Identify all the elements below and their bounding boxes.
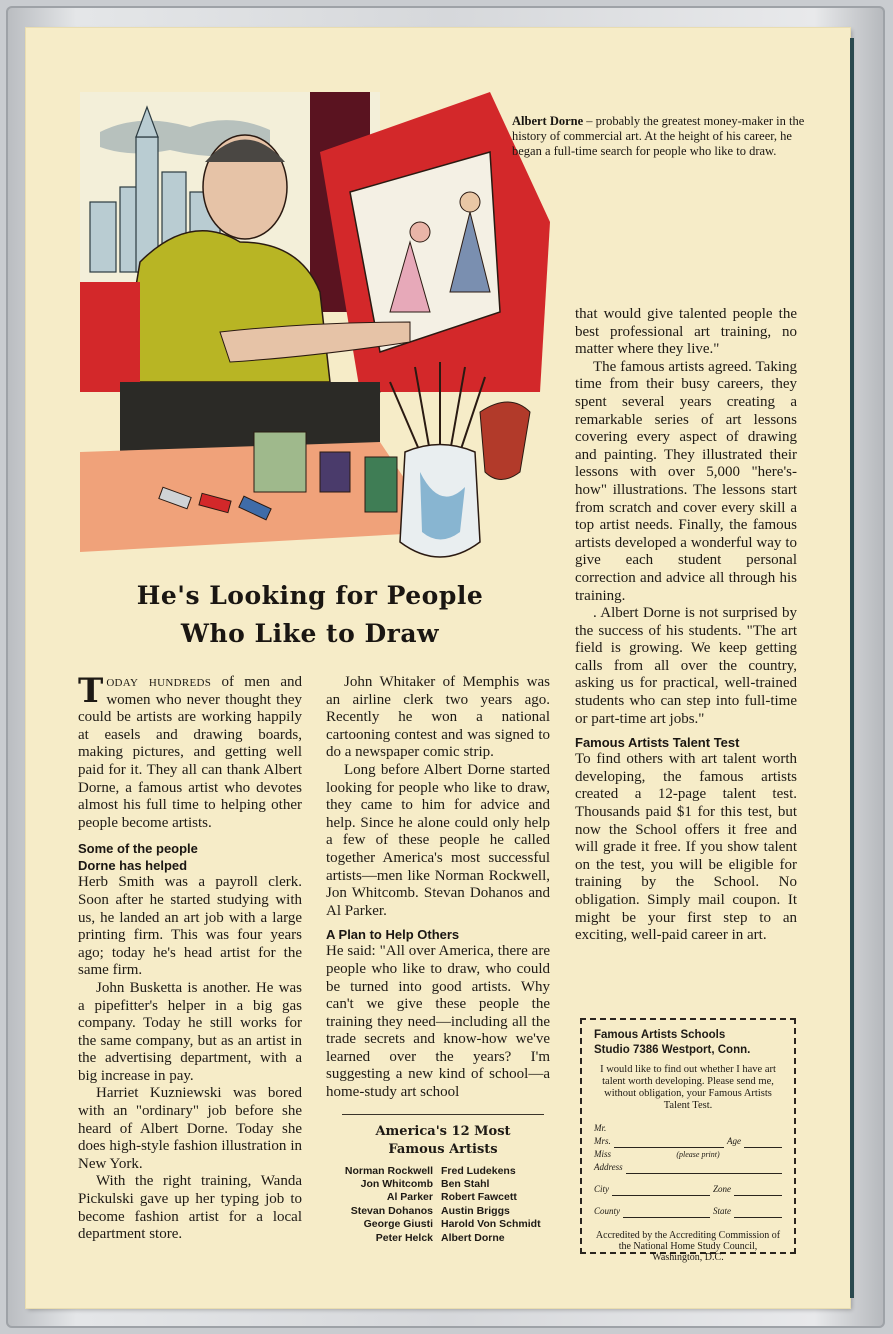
age-field[interactable]: [744, 1137, 782, 1148]
label-zone: Zone: [713, 1184, 731, 1194]
coupon-school-name: Famous Artists Schools: [594, 1029, 726, 1041]
headline: [80, 578, 540, 654]
headline-line-1: He's Looking for People: [136, 581, 484, 610]
label-age: Age: [727, 1136, 741, 1146]
label-mrs: Mrs.: [594, 1136, 611, 1146]
artist-name: Peter Helck: [375, 1231, 433, 1244]
name-row: [594, 1135, 782, 1148]
artist-name: George Giusti: [363, 1218, 433, 1231]
coupon-body: I would like to find out whether I have art talent worth developing. Please send me, without obligation, your Famous Artists Talent Test.: [600, 1064, 776, 1111]
paragraph-artists-agreed: The famous artists agreed. Taking time from their busy careers, they spent several years creating a remarkable series of art lessons covering every aspect of drawing and painting. They illustrated their lessons with over 5,000 "here's-how" illustrations. The lessons start from scratch and cover every skill a top artist needs. Finally, the famous artists developed a wonderful way to give each student personal correction and advice all through his training.: [575, 358, 797, 604]
address-field[interactable]: [626, 1163, 782, 1174]
subhead-plan: A Plan to Help Others: [326, 927, 460, 943]
label-mr: Mr.: [594, 1123, 607, 1133]
label-state: State: [713, 1206, 731, 1216]
paragraph-dorne-search: Long before Albert Dorne started looking for people who like to draw, they came to him for advice and help. Since he alone could only help a few of these people he called together America's most successful artists—men like Norman Rockwell, Jon Whitcomb. Stevan Dohanos and Al Parker.: [326, 761, 550, 919]
county-field[interactable]: [623, 1207, 710, 1218]
article-column-3: [575, 306, 797, 945]
artist-name: Ben Stahl: [441, 1178, 490, 1191]
artist-illustration: [80, 92, 560, 572]
artist-name: Harold Von Schmidt: [441, 1218, 541, 1231]
article-column-2: [326, 674, 550, 1245]
subhead-helped-1: Some of the people: [78, 841, 198, 857]
paragraph-busketta: John Busketta is another. He was a pipefitter's helper in a big gas company. Today he still works for the same company, but as an artist in the advertising department, with a big increase in pay.: [78, 979, 302, 1084]
artist-name: Albert Dorne: [441, 1231, 505, 1244]
artists-right-column: [441, 1165, 550, 1245]
zone-field[interactable]: [734, 1185, 782, 1196]
artists-list-title-2: Famous Artists: [388, 1141, 498, 1157]
artists-list-title: [336, 1123, 550, 1159]
paragraph-talent-test: To find others with art talent worth developing, the famous artists created a 12-page talent test. Thousands paid $1 for this test, but now the School offers it free and will grade it free. If you show talent on the test, you will be eligible for training by the School. No obligation. Simply mail coupon. It might be your first step to an exciting, well-paid career in art.: [575, 751, 797, 944]
state-field[interactable]: [734, 1207, 782, 1218]
paragraph-plan: He said: "All over America, there are people who like to draw, who could be turned into good artists. Why can't we give these people the training they need—including all the trade secrets and know-how we've learned over the years? I'm suggesting a new kind of school—a home-study art school: [326, 943, 550, 1101]
county-row: [594, 1205, 782, 1218]
paragraph-not-surprised: . Albert Dorne is not surprised by the success of his students. "The art field is growing. We keep getting calls from all over the country, asking us for practical, well-trained students who can step into full-time or part-time art jobs.": [575, 605, 797, 727]
illustration-caption: [512, 114, 812, 159]
divider-rule: [342, 1114, 544, 1115]
subhead-talent-test: Famous Artists Talent Test: [575, 735, 740, 751]
artist-name: Al Parker: [386, 1191, 433, 1204]
artist-name: Jon Whitcomb: [360, 1178, 433, 1191]
accreditation-note: Accredited by the Accrediting Commission of the National Home Study Council, Washington, D.C.: [595, 1230, 781, 1263]
artist-name: Fred Ludekens: [441, 1164, 516, 1177]
artist-name: Stevan Dohanos: [350, 1204, 433, 1217]
artist-name: Norman Rockwell: [344, 1164, 433, 1177]
paragraph-kuzniewski: Harriet Kuzniewski was bored with an "ordinary" job before she heard of Albert Dorne. Today she does high-style fashion illustration in New York.: [78, 1085, 302, 1172]
label-county: County: [594, 1206, 620, 1216]
paragraph-continued: that would give talented people the best professional art training, no matter where they live.": [575, 306, 797, 358]
subhead-helped-2: Dorne has helped: [78, 858, 188, 874]
name-field[interactable]: [614, 1137, 724, 1148]
coupon-fields: [594, 1122, 782, 1218]
caption-name: Albert Dorne: [512, 114, 584, 128]
artists-list-title-1: America's 12 Most: [375, 1123, 511, 1139]
mail-coupon[interactable]: [580, 1018, 796, 1263]
page-edge: [850, 38, 854, 1298]
label-city: City: [594, 1184, 609, 1194]
article-column-1: [78, 671, 302, 1244]
artist-name: Austin Briggs: [441, 1204, 510, 1217]
paragraph-whitaker: John Whitaker of Memphis was an airline clerk two years ago. Recently he won a national cartooning contest and was signed to do a newspaper comic strip.: [326, 674, 550, 761]
headline-line-2: Who Like to Draw: [180, 619, 440, 648]
paragraph-herb-smith: Herb Smith was a payroll clerk. Soon after he started studying with us, he landed an art job with a large printing firm. This was four years ago; today he's head artist for the same firm.: [78, 874, 302, 979]
label-address: Address: [594, 1162, 623, 1172]
caption-text: – probably the greatest money-maker in the history of commercial art. At the height of his career, he began a full-time search for people who like to draw.: [512, 114, 805, 158]
label-miss: Miss: [594, 1149, 612, 1159]
intro-paragraph: [78, 671, 302, 832]
lead-smallcaps: oday hundreds: [106, 674, 212, 690]
intro-rest: of men and women who never thought they could be artists are working happily at easels and drawing boards, making pictures, and getting well paid for it. They all can thank Albert Dorne, a famous artist who devotes almost his full time to helping other people become artists.: [78, 674, 302, 831]
address-row: [594, 1161, 782, 1174]
artist-name: Robert Fawcett: [441, 1191, 517, 1204]
city-row: [594, 1183, 782, 1196]
artists-list: [324, 1165, 550, 1245]
coupon-studio-address: Studio 7386 Westport, Conn.: [594, 1044, 751, 1056]
city-field[interactable]: [612, 1185, 710, 1196]
miss-row: [594, 1148, 782, 1161]
drop-cap: T: [78, 671, 104, 711]
please-print-note: (please print): [676, 1150, 720, 1159]
paragraph-pickulski: With the right training, Wanda Pickulski gave up her typing job to become fashion artist for a local department store.: [78, 1173, 302, 1243]
artists-left-column: [324, 1165, 433, 1245]
